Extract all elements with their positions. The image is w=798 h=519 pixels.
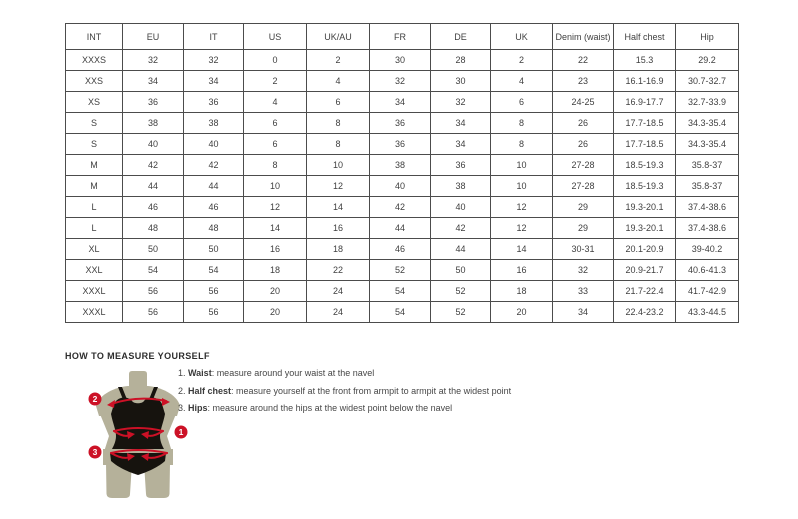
table-cell: 56 bbox=[184, 302, 244, 323]
table-cell: 19.3-20.1 bbox=[614, 197, 676, 218]
table-cell: 0 bbox=[244, 50, 307, 71]
table-cell: 34 bbox=[431, 113, 491, 134]
table-cell: 56 bbox=[123, 281, 184, 302]
table-cell: 17.7-18.5 bbox=[614, 134, 676, 155]
instruction-text: : measure around the hips at the widest point below the navel bbox=[207, 403, 453, 413]
size-cell: L bbox=[66, 197, 123, 218]
table-row bbox=[66, 260, 739, 281]
column-header: FR bbox=[370, 24, 431, 50]
table-cell: 30 bbox=[370, 50, 431, 71]
table-cell: 39-40.2 bbox=[676, 239, 739, 260]
table-cell: 16 bbox=[307, 218, 370, 239]
table-cell: 32 bbox=[553, 260, 614, 281]
table-cell: 2 bbox=[307, 50, 370, 71]
column-header: Hip bbox=[676, 24, 739, 50]
column-header: Denim (waist) bbox=[553, 24, 614, 50]
table-cell: 30-31 bbox=[553, 239, 614, 260]
table-cell: 42 bbox=[370, 197, 431, 218]
table-cell: 50 bbox=[431, 260, 491, 281]
table-cell: 41.7-42.9 bbox=[676, 281, 739, 302]
table-cell: 32 bbox=[184, 50, 244, 71]
table-cell: 40 bbox=[184, 134, 244, 155]
table-cell: 29 bbox=[553, 197, 614, 218]
instruction-label: Waist bbox=[188, 368, 212, 378]
table-row bbox=[66, 218, 739, 239]
table-cell: 28 bbox=[431, 50, 491, 71]
table-cell: 36 bbox=[123, 92, 184, 113]
table-cell: 35.8-37 bbox=[676, 176, 739, 197]
table-cell: 2 bbox=[244, 71, 307, 92]
table-cell: 27-28 bbox=[553, 155, 614, 176]
table-cell: 32 bbox=[431, 92, 491, 113]
table-cell: 32.7-33.9 bbox=[676, 92, 739, 113]
table-cell: 36 bbox=[370, 113, 431, 134]
marker-label: 2 bbox=[92, 394, 98, 404]
column-header: US bbox=[244, 24, 307, 50]
size-cell: XL bbox=[66, 239, 123, 260]
table-cell: 34 bbox=[184, 71, 244, 92]
table-cell: 42 bbox=[123, 155, 184, 176]
table-cell: 40 bbox=[370, 176, 431, 197]
table-cell: 32 bbox=[123, 50, 184, 71]
table-cell: 8 bbox=[491, 113, 553, 134]
table-cell: 29.2 bbox=[676, 50, 739, 71]
table-cell: 34 bbox=[123, 71, 184, 92]
table-cell: 18 bbox=[307, 239, 370, 260]
size-cell: XXXL bbox=[66, 281, 123, 302]
table-cell: 2 bbox=[491, 50, 553, 71]
table-cell: 6 bbox=[244, 134, 307, 155]
table-cell: 24 bbox=[307, 281, 370, 302]
table-cell: 4 bbox=[491, 71, 553, 92]
table-cell: 4 bbox=[307, 71, 370, 92]
table-cell: 36 bbox=[184, 92, 244, 113]
table-cell: 50 bbox=[123, 239, 184, 260]
instruction-number: 2. bbox=[178, 385, 189, 396]
table-row bbox=[66, 302, 739, 323]
instruction-text: : measure yourself at the front from armpit to armpit at the widest point bbox=[231, 385, 512, 396]
table-cell: 16 bbox=[244, 239, 307, 260]
size-cell: XXL bbox=[66, 260, 123, 281]
table-cell: 52 bbox=[370, 260, 431, 281]
table-cell: 10 bbox=[244, 176, 307, 197]
table-cell: 16.9-17.7 bbox=[614, 92, 676, 113]
instruction-label: Half chest bbox=[188, 385, 232, 396]
table-cell: 34 bbox=[431, 134, 491, 155]
measure-instructions bbox=[178, 369, 511, 422]
table-cell: 37.4-38.6 bbox=[676, 218, 739, 239]
table-cell: 20.9-21.7 bbox=[614, 260, 676, 281]
instruction-number: 3. bbox=[178, 403, 189, 413]
table-cell: 37.4-38.6 bbox=[676, 197, 739, 218]
column-header: DE bbox=[431, 24, 491, 50]
column-header: UK/AU bbox=[307, 24, 370, 50]
table-cell: 42 bbox=[431, 218, 491, 239]
table-row bbox=[66, 71, 739, 92]
instruction-label: Hips bbox=[188, 403, 208, 413]
instruction-number: 1. bbox=[178, 368, 189, 378]
section-heading: HOW TO MEASURE YOURSELF bbox=[65, 351, 210, 361]
table-cell: 18 bbox=[491, 281, 553, 302]
table-header-row bbox=[66, 24, 739, 50]
measure-instruction bbox=[178, 369, 511, 378]
measurement-diagram bbox=[80, 369, 192, 501]
table-cell: 38 bbox=[431, 176, 491, 197]
table-cell: 8 bbox=[307, 134, 370, 155]
table-cell: 44 bbox=[370, 218, 431, 239]
table-cell: 26 bbox=[553, 134, 614, 155]
table-cell: 38 bbox=[123, 113, 184, 134]
table-cell: 34 bbox=[370, 92, 431, 113]
marker-half-chest bbox=[89, 393, 102, 406]
table-cell: 6 bbox=[244, 113, 307, 134]
size-cell: S bbox=[66, 134, 123, 155]
table-cell: 12 bbox=[491, 197, 553, 218]
table-cell: 29 bbox=[553, 218, 614, 239]
table-cell: 44 bbox=[123, 176, 184, 197]
table-cell: 14 bbox=[491, 239, 553, 260]
table-cell: 12 bbox=[307, 176, 370, 197]
table-cell: 43.3-44.5 bbox=[676, 302, 739, 323]
table-cell: 14 bbox=[307, 197, 370, 218]
table-cell: 56 bbox=[123, 302, 184, 323]
table-cell: 54 bbox=[184, 260, 244, 281]
size-cell: XXXL bbox=[66, 302, 123, 323]
table-cell: 18 bbox=[244, 260, 307, 281]
table-cell: 40.6-41.3 bbox=[676, 260, 739, 281]
table-cell: 26 bbox=[553, 113, 614, 134]
table-cell: 48 bbox=[184, 218, 244, 239]
table-row bbox=[66, 50, 739, 71]
table-cell: 54 bbox=[123, 260, 184, 281]
table-cell: 4 bbox=[244, 92, 307, 113]
table-cell: 56 bbox=[184, 281, 244, 302]
size-chart-table bbox=[65, 23, 739, 323]
column-header: Half chest bbox=[614, 24, 676, 50]
size-cell: L bbox=[66, 218, 123, 239]
table-cell: 16 bbox=[491, 260, 553, 281]
table-cell: 24-25 bbox=[553, 92, 614, 113]
table-cell: 6 bbox=[307, 92, 370, 113]
table-row bbox=[66, 134, 739, 155]
table-cell: 46 bbox=[123, 197, 184, 218]
size-cell: S bbox=[66, 113, 123, 134]
measure-instruction bbox=[178, 404, 511, 413]
table-cell: 40 bbox=[431, 197, 491, 218]
table-cell: 20.1-20.9 bbox=[614, 239, 676, 260]
table-cell: 21.7-22.4 bbox=[614, 281, 676, 302]
size-cell: XXXS bbox=[66, 50, 123, 71]
table-cell: 10 bbox=[491, 155, 553, 176]
column-header: IT bbox=[184, 24, 244, 50]
table-cell: 34 bbox=[553, 302, 614, 323]
column-header: INT bbox=[66, 24, 123, 50]
table-cell: 8 bbox=[491, 134, 553, 155]
table-cell: 46 bbox=[370, 239, 431, 260]
marker-label: 1 bbox=[178, 427, 184, 437]
table-cell: 34.3-35.4 bbox=[676, 113, 739, 134]
table-cell: 23 bbox=[553, 71, 614, 92]
table-cell: 22 bbox=[307, 260, 370, 281]
table-cell: 30 bbox=[431, 71, 491, 92]
table-cell: 16.1-16.9 bbox=[614, 71, 676, 92]
table-cell: 52 bbox=[431, 281, 491, 302]
marker-label: 3 bbox=[92, 447, 98, 457]
table-row bbox=[66, 113, 739, 134]
table-cell: 33 bbox=[553, 281, 614, 302]
table-row bbox=[66, 239, 739, 260]
table-cell: 22 bbox=[553, 50, 614, 71]
table-cell: 24 bbox=[307, 302, 370, 323]
table-cell: 22.4-23.2 bbox=[614, 302, 676, 323]
table-cell: 30.7-32.7 bbox=[676, 71, 739, 92]
column-header: EU bbox=[123, 24, 184, 50]
table-row bbox=[66, 281, 739, 302]
table-cell: 46 bbox=[184, 197, 244, 218]
table-cell: 32 bbox=[370, 71, 431, 92]
table-cell: 12 bbox=[244, 197, 307, 218]
table-cell: 14 bbox=[244, 218, 307, 239]
table-cell: 27-28 bbox=[553, 176, 614, 197]
marker-waist bbox=[175, 426, 188, 439]
instruction-text: : measure around your waist at the navel bbox=[211, 368, 375, 378]
table-cell: 48 bbox=[123, 218, 184, 239]
table-cell: 6 bbox=[491, 92, 553, 113]
column-header: UK bbox=[491, 24, 553, 50]
table-cell: 20 bbox=[244, 302, 307, 323]
table-cell: 44 bbox=[184, 176, 244, 197]
table-cell: 10 bbox=[307, 155, 370, 176]
size-cell: XXS bbox=[66, 71, 123, 92]
table-row bbox=[66, 176, 739, 197]
table-cell: 34.3-35.4 bbox=[676, 134, 739, 155]
size-cell: M bbox=[66, 176, 123, 197]
table-cell: 8 bbox=[307, 113, 370, 134]
size-cell: XS bbox=[66, 92, 123, 113]
table-cell: 10 bbox=[491, 176, 553, 197]
table-cell: 17.7-18.5 bbox=[614, 113, 676, 134]
table-row bbox=[66, 155, 739, 176]
table-cell: 12 bbox=[491, 218, 553, 239]
table-cell: 42 bbox=[184, 155, 244, 176]
table-cell: 38 bbox=[184, 113, 244, 134]
measure-instruction bbox=[178, 387, 511, 396]
table-cell: 20 bbox=[244, 281, 307, 302]
table-cell: 8 bbox=[244, 155, 307, 176]
table-row bbox=[66, 197, 739, 218]
table-cell: 20 bbox=[491, 302, 553, 323]
table-cell: 44 bbox=[431, 239, 491, 260]
size-cell: M bbox=[66, 155, 123, 176]
table-cell: 18.5-19.3 bbox=[614, 176, 676, 197]
table-cell: 35.8-37 bbox=[676, 155, 739, 176]
table-cell: 54 bbox=[370, 302, 431, 323]
table-row bbox=[66, 92, 739, 113]
table-cell: 18.5-19.3 bbox=[614, 155, 676, 176]
table-cell: 19.3-20.1 bbox=[614, 218, 676, 239]
marker-hips bbox=[89, 446, 102, 459]
table-cell: 40 bbox=[123, 134, 184, 155]
table-cell: 50 bbox=[184, 239, 244, 260]
table-cell: 15.3 bbox=[614, 50, 676, 71]
table-cell: 54 bbox=[370, 281, 431, 302]
table-cell: 52 bbox=[431, 302, 491, 323]
table-cell: 38 bbox=[370, 155, 431, 176]
table-cell: 36 bbox=[431, 155, 491, 176]
table-cell: 36 bbox=[370, 134, 431, 155]
